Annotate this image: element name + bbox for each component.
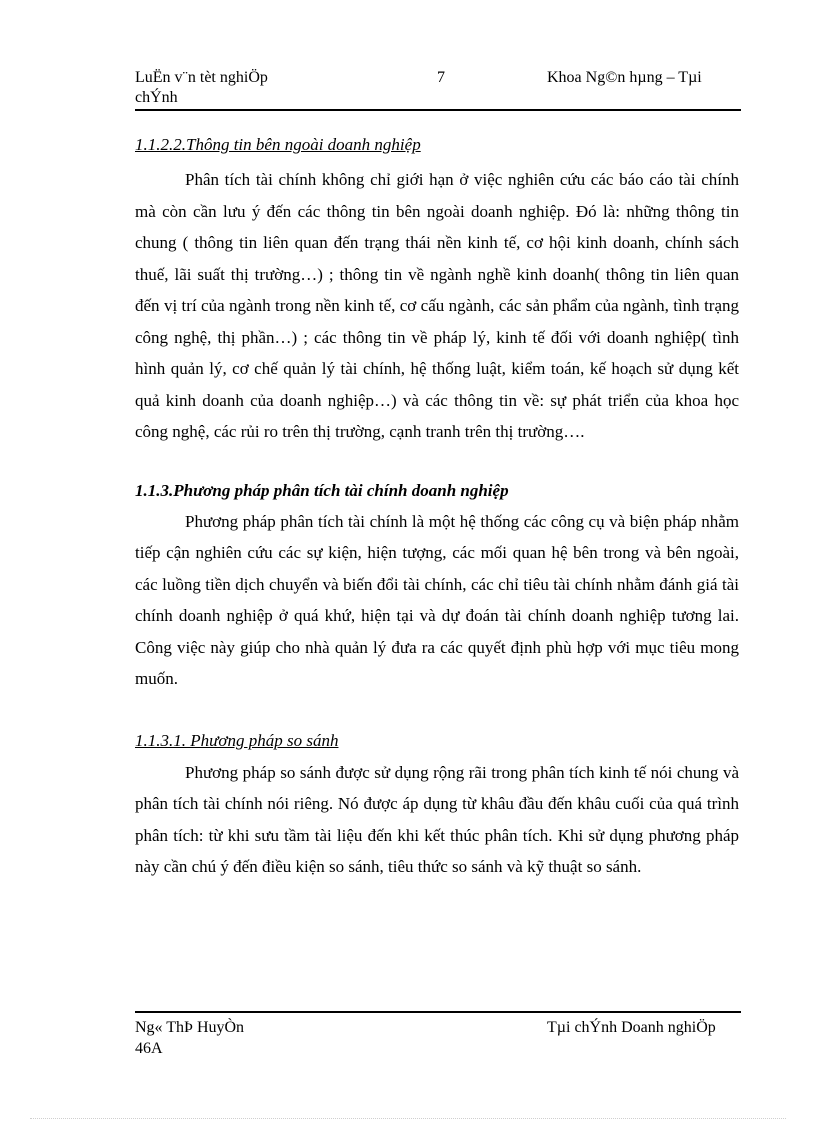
header-divider: [135, 109, 741, 111]
header-left: [135, 68, 335, 108]
subsection-heading-external-info: 1.1.2.2.Thông tin bên ngoài doanh nghiệp: [135, 135, 421, 154]
footer-class: 46A: [135, 1040, 163, 1057]
page-body: [135, 132, 739, 883]
section-heading-analysis-methods: 1.1.3.Phương pháp phân tích tài chính doanh nghiệp: [135, 480, 509, 500]
footer-divider: [135, 1011, 741, 1013]
paragraph-analysis-methods: Phương pháp phân tích tài chính là một hệ thống các công cụ và biện pháp nhằm tiếp cận nghiên cứu các sự kiện, hiện tượng, các mối quan hệ bên trong và bên ngoài, các luồng tiền dịch chuyển và biến đổi tài chính, các chỉ tiêu tài chính nhằm đánh giá tài chính doanh nghiệp ở quá khứ, hiện tại và dự đoán tài chính doanh nghiệp tương lai. Công việc này giúp cho nhà quản lý đưa ra các quyết định phù hợp với mục tiêu mong muốn.: [135, 511, 739, 688]
page-edge-dotted-line: [30, 1118, 786, 1119]
header-thesis-title-cont: chÝnh: [135, 89, 178, 106]
page-number: 7: [437, 69, 445, 86]
footer-subject: Tµi chÝnh Doanh nghiÖp: [547, 1019, 716, 1036]
paragraph-comparison-method: Phương pháp so sánh được sử dụng rộng rãi trong phân tích kinh tế nói chung và phân tích tài chính nói riêng. Nó được áp dụng từ khâu đầu đến khâu cuối của quá trình phân tích: từ khi sưu tầm tài liệu đến khi kết thúc phân tích. Khi sử dụng phương pháp này cần chú ý đến điều kiện so sánh, tiêu thức so sánh và kỹ thuật so sánh.: [135, 762, 739, 876]
footer-left: [135, 1017, 335, 1059]
subsection-heading-comparison-method: 1.1.3.1. Phương pháp so sánh: [135, 730, 339, 750]
footer-author-name: Ng« ThÞ HuyÒn: [135, 1019, 245, 1036]
header-faculty: Khoa Ng©n hµng – Tµi: [547, 69, 702, 86]
paragraph-external-info: Phân tích tài chính không chỉ giới hạn ở việc nghiên cứu các báo cáo tài chính mà còn cần lưu ý đến các thông tin bên ngoài doanh nghiệp. Đó là: những thông tin chung ( thông tin liên quan đến trạng thái nền kinh tế, cơ hội kinh doanh, chính sách thuế, lãi suất thị trường…) ; thông tin về ngành nghề kinh doanh( thông tin liên quan đến vị trí của ngành trong nền kinh tế, cơ cấu ngành, các sản phẩm của ngành, tình trạng công nghệ, thị phần…) ; các thông tin về pháp lý, kinh tế đối với doanh nghiệp( tình hình quản lý, cơ chế quản lý tài chính, hệ thống luật, kiểm toán, kế hoạch sử dụng kết quả kinh doanh của doanh nghiệp…) và các thông tin về: sự phát triển của khoa học công nghệ, các rủi ro trên thị trường, cạnh tranh trên thị trường….: [135, 170, 739, 441]
header-thesis-title: LuËn v¨n tèt nghiÖp: [135, 69, 268, 86]
